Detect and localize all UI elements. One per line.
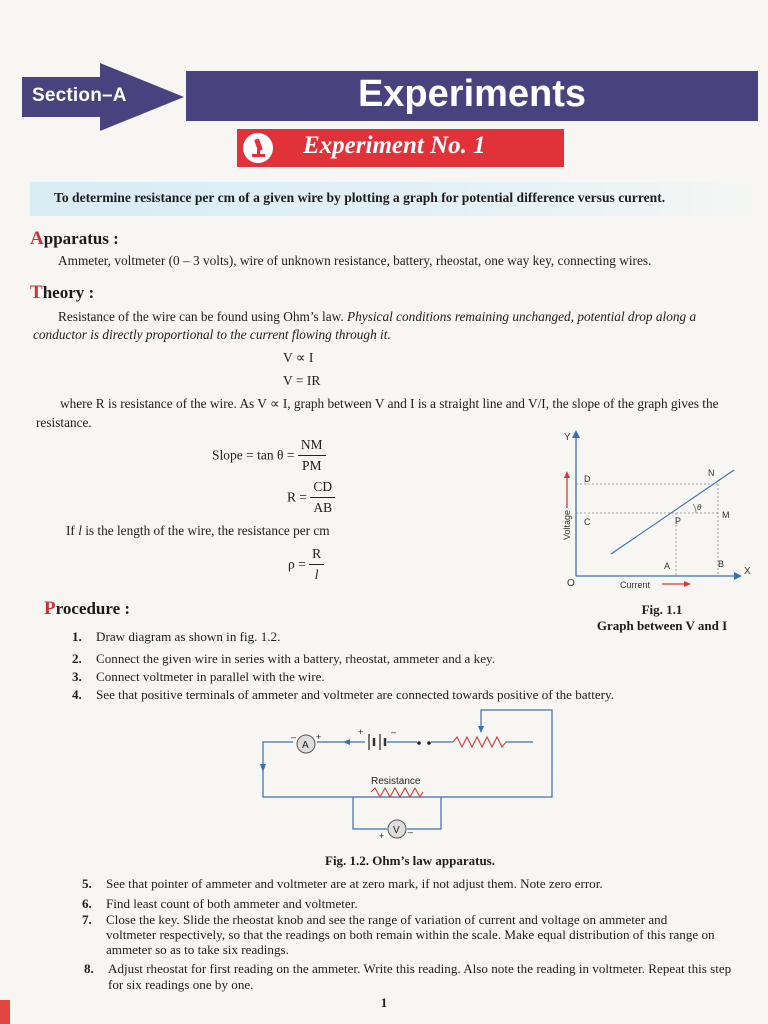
slope-numerator: NM: [298, 437, 326, 456]
step-text-line-2: for six readings one by one.: [108, 977, 254, 992]
apparatus-text: Ammeter, voltmeter (0 – 3 volts), wire of unknown resistance, battery, rheostat, one way key, connecting wires.: [58, 253, 652, 268]
step-number: 8.: [84, 961, 94, 976]
apparatus-heading-rest: pparatus :: [43, 229, 119, 248]
apparatus-heading-cap: A: [30, 228, 44, 249]
page-number: 1: [380, 995, 388, 1010]
ammeter-plus: +: [316, 732, 322, 742]
point-b: B: [718, 559, 725, 569]
theory-line-1-italic: Physical conditions remaining unchanged, potential drop along a: [347, 309, 697, 324]
aim-text: To determine resistance per cm of a given wire by plotting a graph for potential difference versus current.: [54, 190, 666, 205]
step-text: Connect the given wire in series with a battery, rheostat, ammeter and a key.: [96, 651, 495, 666]
resistance-fraction: [310, 479, 335, 516]
experiment-banner: [237, 129, 564, 167]
procedure-step-7: [82, 912, 768, 962]
rheostat-icon: [453, 737, 506, 747]
step-number: 5.: [82, 876, 92, 891]
theory-line-1-plain: Resistance of the wire can be found using Ohm’s law.: [58, 309, 348, 324]
equation-proportional: V ∝ I: [283, 350, 314, 365]
voltmeter-wire-left: [353, 797, 387, 829]
step-number: 2.: [72, 651, 82, 666]
voltage-arrow-head: [564, 471, 570, 478]
point-p: P: [675, 516, 682, 526]
x-axis-arrow: [734, 572, 742, 580]
fig-1-1-caption: Graph between V and I: [596, 618, 728, 633]
point-n: N: [708, 468, 715, 478]
voltmeter-letter: V: [393, 825, 400, 836]
point-d: D: [584, 474, 591, 484]
step-number: 7.: [82, 912, 92, 927]
step-text: Connect voltmeter in parallel with the wire.: [96, 669, 325, 684]
ammeter-minus: –: [291, 732, 297, 742]
resistance-lhs: R =: [287, 489, 307, 505]
theta-arc: [693, 504, 696, 513]
theory-heading: [30, 282, 94, 304]
slope-lhs: Slope = tan θ =: [212, 447, 295, 463]
current-arrow-head: [684, 581, 691, 587]
point-c: C: [584, 517, 591, 527]
resistance-label: Resistance: [371, 776, 421, 787]
step-text-line-1: Adjust rheostat for first reading on the ammeter. Write this reading. Also note the reading in voltmeter. Repeat this step: [108, 961, 732, 976]
length-line-a: If: [66, 523, 79, 538]
experiment-number: Experiment No. 1: [303, 132, 486, 159]
battery-plus: +: [358, 727, 364, 737]
step-text: See that positive terminals of ammeter and voltmeter are connected towards positive of the battery.: [96, 687, 614, 702]
section-label: Section–A: [32, 85, 127, 106]
vi-line: [611, 470, 734, 554]
voltmeter-minus: –: [408, 827, 414, 837]
resistance-wire-icon: [371, 788, 423, 797]
ohms-law-circuit: [255, 702, 557, 842]
margin-color-mark: [0, 1000, 10, 1024]
key-contact-1: [417, 741, 421, 745]
v-i-graph: [556, 428, 760, 596]
procedure-heading-cap: P: [44, 598, 56, 619]
microscope-icon: [243, 133, 273, 163]
step-text-line-2: voltmeter respectively, so that the readings on both remain within the scale. Make equal distribution of this range on: [106, 927, 715, 942]
step-text: Draw diagram as shown in fig. 1.2.: [96, 629, 281, 644]
theory-heading-rest: heory :: [42, 283, 95, 302]
point-m: M: [722, 510, 730, 520]
theta-label: θ: [697, 503, 702, 512]
key-contact-2: [427, 741, 431, 745]
fig-1-1-number: Fig. 1.1: [641, 602, 683, 617]
step-number: 6.: [82, 896, 92, 911]
equation-ohms-law: V = IR: [283, 373, 321, 388]
theory-line-4: resistance.: [36, 415, 92, 430]
ammeter-label: A: [302, 740, 309, 751]
procedure-heading-rest: rocedure :: [55, 599, 131, 618]
length-line: [66, 522, 330, 539]
origin-label: O: [567, 578, 575, 589]
top-arrow: [343, 739, 350, 745]
rho-lhs: ρ =: [288, 556, 306, 572]
step-number: 3.: [72, 669, 82, 684]
y-axis-arrow: [572, 430, 580, 438]
voltage-label: Voltage: [562, 509, 572, 540]
title-bar: [186, 71, 758, 121]
slope-denominator: PM: [301, 458, 322, 473]
slope-fraction: [298, 437, 326, 474]
step-text: See that pointer of ammeter and voltmeter are at zero mark, if not adjust them. Note zero error.: [106, 876, 603, 891]
step-text: Find least count of both ammeter and voltmeter.: [106, 896, 358, 911]
y-axis-letter: Y: [564, 432, 571, 443]
equation-slope: [212, 437, 326, 474]
theory-heading-cap: T: [30, 282, 43, 303]
voltmeter-wire-right: [407, 797, 441, 829]
current-direction-arrow: [260, 764, 266, 772]
resistance-denominator: AB: [313, 500, 333, 515]
point-a: A: [664, 561, 671, 571]
rheostat-knob-arrow: [478, 726, 484, 733]
length-line-l: l: [78, 523, 82, 538]
section-tag: [22, 63, 184, 131]
procedure-heading: [44, 598, 130, 620]
theory-line-2: conductor is directly proportional to the current flowing through it.: [33, 327, 391, 342]
current-label: Current: [620, 580, 651, 590]
length-line-b: is the length of the wire, the resistance per cm: [81, 523, 330, 538]
procedure-step-8: [84, 961, 768, 995]
rho-numerator: R: [309, 546, 324, 565]
equation-rho: [288, 546, 324, 583]
resistance-numerator: CD: [310, 479, 335, 498]
theory-line-3: where R is resistance of the wire. As V ∝ I, graph between V and I is a straight line and V/I, the slope of the graph gives the: [60, 396, 719, 411]
rho-fraction: [309, 546, 324, 583]
aim-band: [30, 182, 750, 216]
rho-denominator: l: [314, 567, 319, 582]
step-number: 1.: [72, 629, 82, 644]
fig-1-2-caption: Fig. 1.2. Ohm’s law apparatus.: [325, 853, 495, 868]
x-axis-letter: X: [744, 566, 751, 577]
battery-minus: –: [391, 727, 397, 737]
theory-line-1: [58, 308, 758, 325]
equation-resistance: [287, 479, 335, 516]
step-text-line-1: Close the key. Slide the rheostat knob and see the range of variation of current and voltage on ammeter and: [106, 912, 668, 927]
step-text-line-3: ammeter so as to take six readings.: [106, 942, 289, 957]
voltmeter-plus: +: [379, 831, 385, 841]
apparatus-heading: [30, 228, 119, 250]
step-number: 4.: [72, 687, 82, 702]
page-title: Experiments: [357, 73, 587, 115]
